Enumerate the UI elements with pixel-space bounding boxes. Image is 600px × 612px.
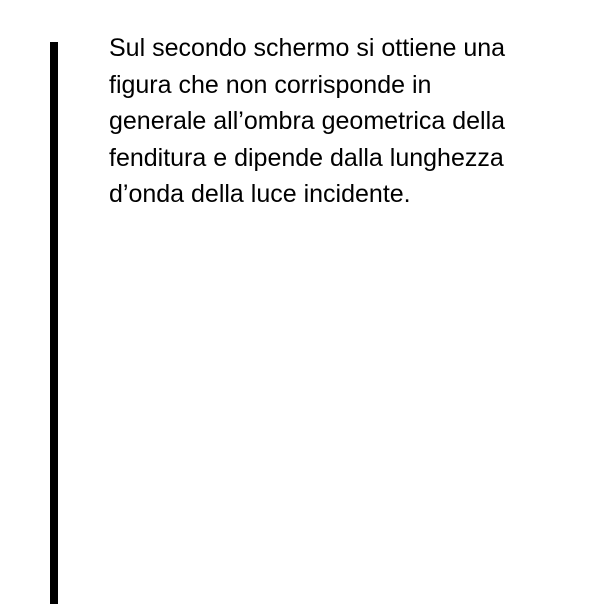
second-screen-bar: [50, 42, 58, 604]
caption-line-5: d’onda della luce incidente.: [109, 180, 411, 208]
caption-line-4: fenditura e dipende dalla lunghezza: [109, 143, 504, 172]
caption-line-3: generale all’ombra geometrica della: [109, 107, 506, 135]
caption-line-1: Sul secondo schermo si ottiene una: [109, 34, 506, 62]
caption-text: [109, 30, 589, 213]
caption-line-2: figura che non corrisponde in: [109, 70, 432, 99]
